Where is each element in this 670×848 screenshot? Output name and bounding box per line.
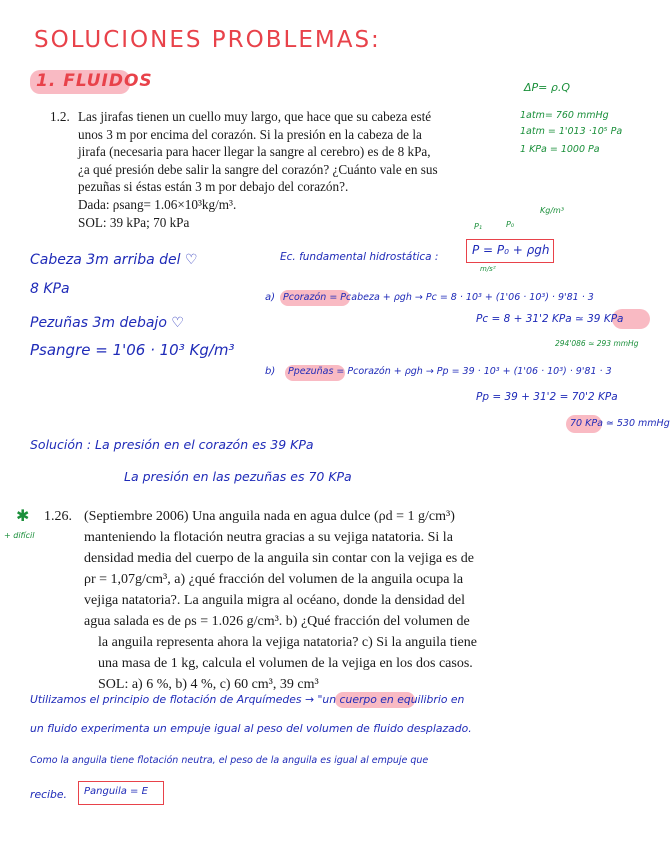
page-title: SOLUCIONES PROBLEMAS: (34, 27, 381, 53)
note-principle-1: Utilizamos el principio de flotación de Arquímedes → "un cuerpo en equilibrio en (30, 693, 465, 706)
eq-arrow-label: m/s² (480, 265, 496, 273)
note-principle-2: un fluido experimenta un empuje igual al peso del volumen de fluido desplazado. (30, 722, 472, 735)
note-hooves: Pezuñas 3m debajo ♡ (30, 315, 184, 331)
problem-line: la anguila representa ahora la vejiga natatoria? c) Si la anguila tiene (98, 635, 477, 650)
problem-line: pezuñas si éstas están 3 m por debajo del corazón?. (78, 179, 349, 195)
problem-line: densidad media del cuerpo de la anguila sin contar con la vejiga es de (84, 551, 474, 566)
part-a-equation: Pcorazón = Pcabeza + ρgh → Pc = 8 · 10³ + (1'06 · 10³) · 9'81 · 3 (283, 292, 594, 303)
note-head: Cabeza 3m arriba del ♡ (30, 252, 198, 268)
problem-solution: SOL: a) 6 %, b) 4 %, c) 60 cm³, 39 cm³ (98, 677, 319, 692)
part-a-label: a) (265, 292, 276, 303)
part-b-label: b) (265, 366, 276, 377)
side-note-4: 1 KPa = 1000 Pa (520, 144, 600, 155)
star-icon: ✱ (16, 506, 30, 525)
problem-line: una masa de 1 kg, calcula el volumen de la vejiga en los dos casos. (98, 656, 473, 671)
problem-line: Las jirafas tienen un cuello muy largo, que hace que su cabeza esté (78, 109, 432, 124)
note-head-pressure: 8 KPa (30, 281, 70, 297)
eq-arrow-label: P₁ (474, 222, 483, 231)
solution-line-2: La presión en las pezuñas es 70 KPa (124, 469, 352, 484)
problem-1-2-number: 1.2. (50, 109, 70, 124)
equation-formula: P = P₀ + ρgh (472, 243, 550, 257)
note-density: Psangre = 1'06 · 10³ Kg/m³ (30, 341, 235, 359)
problem-solution: SOL: 39 kPa; 70 kPa (78, 214, 190, 230)
problem-line: vejiga natatoria?. La anguila migra al océano, donde la densidad del (84, 593, 465, 608)
boxed-equation-text: Panguila = E (84, 786, 148, 797)
section-heading: 1. FLUIDOS (36, 71, 153, 91)
problem-line: unos 3 m por encima del corazón. Si la presión en la cabeza de la (78, 126, 422, 142)
part-b-equation: Ppezuñas = Pcorazón + ρgh → Pp = 39 · 10³ + (1'06 · 10³) · 9'81 · 3 (288, 366, 612, 377)
solution-line-1: Solución : La presión en el corazón es 39 KPa (30, 437, 314, 452)
problem-line: manteniendo la flotación neutra gracias a su vejiga natatoria. Si la (84, 530, 453, 545)
part-a-result: Pc = 8 + 31'2 KPa ≃ 39 KPa (476, 313, 624, 325)
note-principle-4: recibe. (30, 788, 67, 801)
side-note-1: ΔP= ρ.Q (524, 81, 571, 94)
problem-line: jirafa (necesaria para hacer llegar la sangre al cerebro) es de 8 kPa, (78, 144, 431, 160)
equation-label: Ec. fundamental hidrostática : (280, 251, 439, 263)
eq-arrow-label: P₀ (506, 220, 515, 229)
side-note-2: 1atm= 760 mmHg (520, 110, 609, 121)
part-b-final: 70 KPa ≃ 530 mmHg (570, 418, 670, 429)
problem-line: agua salada es de ρs = 1.026 g/cm³. b) ¿Qué fracción del volumen de (84, 614, 470, 629)
part-a-side: 294'086 ≃ 293 mmHg (555, 339, 639, 348)
difficulty-note: + difícil (4, 531, 35, 540)
problem-line: ρr = 1,07g/cm³, a) ¿qué fracción del volumen de la anguila ocupa la (84, 572, 464, 587)
problem-1-2-text (78, 108, 438, 231)
part-b-result: Pp = 39 + 31'2 = 70'2 KPa (476, 391, 618, 403)
problem-1-26-text (84, 506, 477, 695)
problem-line: (Septiembre 2006) Una anguila nada en agua dulce (ρd = 1 g/cm³) (84, 509, 455, 524)
problem-line: Dada: ρsang= 1.06×10³kg/m³. (78, 196, 237, 212)
eq-arrow-label: Kg/m³ (540, 206, 565, 215)
note-principle-3: Como la anguila tiene flotación neutra, el peso de la anguila es igual al empuje que (30, 755, 429, 766)
side-note-3: 1atm = 1'013 ·10⁵ Pa (520, 126, 623, 137)
problem-1-26-number: 1.26. (44, 509, 72, 524)
problem-line: ¿a qué presión debe salir la sangre del corazón? ¿Cuánto vale en sus (78, 161, 438, 177)
